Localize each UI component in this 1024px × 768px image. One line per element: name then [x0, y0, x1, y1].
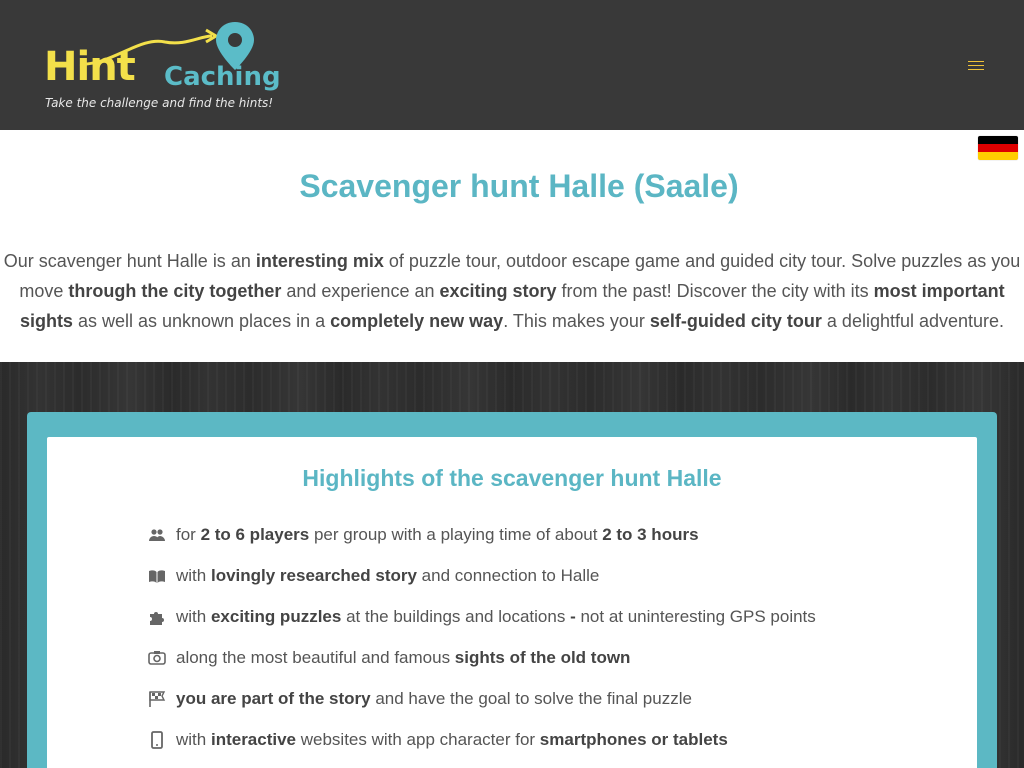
highlights-list [146, 514, 946, 760]
text-segment: not at uninteresting GPS points [575, 606, 816, 626]
intro-paragraph [0, 246, 1024, 336]
checkered-flag-icon [146, 690, 168, 708]
bold-text: completely new way [330, 311, 504, 331]
bold-text: self-guided city tour [649, 311, 822, 331]
bold-text: - [570, 606, 576, 626]
text-segment: with [176, 565, 211, 585]
text-segment: with [176, 729, 211, 749]
bold-text: 2 to 6 players [200, 524, 310, 544]
text-segment: a delightful adventure. [821, 311, 1005, 331]
text-segment: and have the goal to solve the final puzzle [370, 688, 692, 708]
camera-icon [146, 649, 168, 667]
highlight-item [146, 719, 946, 760]
text-segment: and experience an [281, 281, 440, 301]
highlight-text [176, 607, 816, 627]
text-segment: as well as unknown places in a [72, 311, 331, 331]
highlight-item [146, 514, 946, 555]
logo-tagline: Take the challenge and find the hints! [45, 96, 274, 110]
bold-text: you are part of the story [176, 688, 371, 708]
text-segment: of puzzle tour, outdoor escape game and guided city tour. Solve puzzles as you move [19, 251, 1021, 301]
text-segment: with [176, 606, 211, 626]
logo-word-hint: Hint [44, 44, 135, 90]
highlight-text [176, 566, 599, 586]
highlights-title: Highlights of the scavenger hunt Halle [302, 465, 722, 491]
book-icon [146, 567, 168, 585]
text-segment: for [176, 524, 201, 544]
bold-text: most important sights [19, 281, 1005, 331]
text-segment: and connection to Halle [416, 565, 600, 585]
highlight-text [176, 689, 692, 709]
highlight-item [146, 637, 946, 678]
text-segment: . This makes your [503, 311, 650, 331]
bold-text: interactive [210, 729, 297, 749]
highlight-text [176, 525, 699, 545]
page-title: Scavenger hunt Halle (Saale) [299, 168, 739, 204]
highlight-text [176, 648, 630, 668]
text-segment: from the past! Discover the city with its [556, 281, 874, 301]
bold-text: exciting puzzles [210, 606, 342, 626]
hamburger-icon[interactable] [964, 58, 988, 78]
highlight-item [146, 596, 946, 637]
highlight-item [146, 678, 946, 719]
text-segment: along the most beautiful and famous [176, 647, 455, 667]
highlight-item [146, 555, 946, 596]
german-flag-icon[interactable] [978, 136, 1018, 160]
text-segment: websites with app character for [296, 729, 540, 749]
puzzle-icon [146, 608, 168, 626]
text-segment: at the buildings and locations [341, 606, 571, 626]
bold-text: sights of the old town [454, 647, 631, 667]
bold-text: through the city together [68, 281, 282, 301]
bold-text: 2 to 3 hours [602, 524, 699, 544]
highlight-text [176, 730, 728, 750]
bold-text: smartphones or tablets [539, 729, 728, 749]
bold-text: exciting story [439, 281, 557, 301]
group-icon [146, 526, 168, 544]
text-segment: Our scavenger hunt Halle is an [3, 251, 256, 271]
bold-text: interesting mix [255, 251, 384, 271]
smartphone-icon [146, 731, 168, 749]
text-segment: per group with a playing time of about [309, 524, 603, 544]
logo-word-caching: Caching [164, 62, 281, 92]
bold-text: lovingly researched story [210, 565, 417, 585]
site-header [0, 0, 1024, 130]
logo[interactable] [40, 16, 280, 116]
